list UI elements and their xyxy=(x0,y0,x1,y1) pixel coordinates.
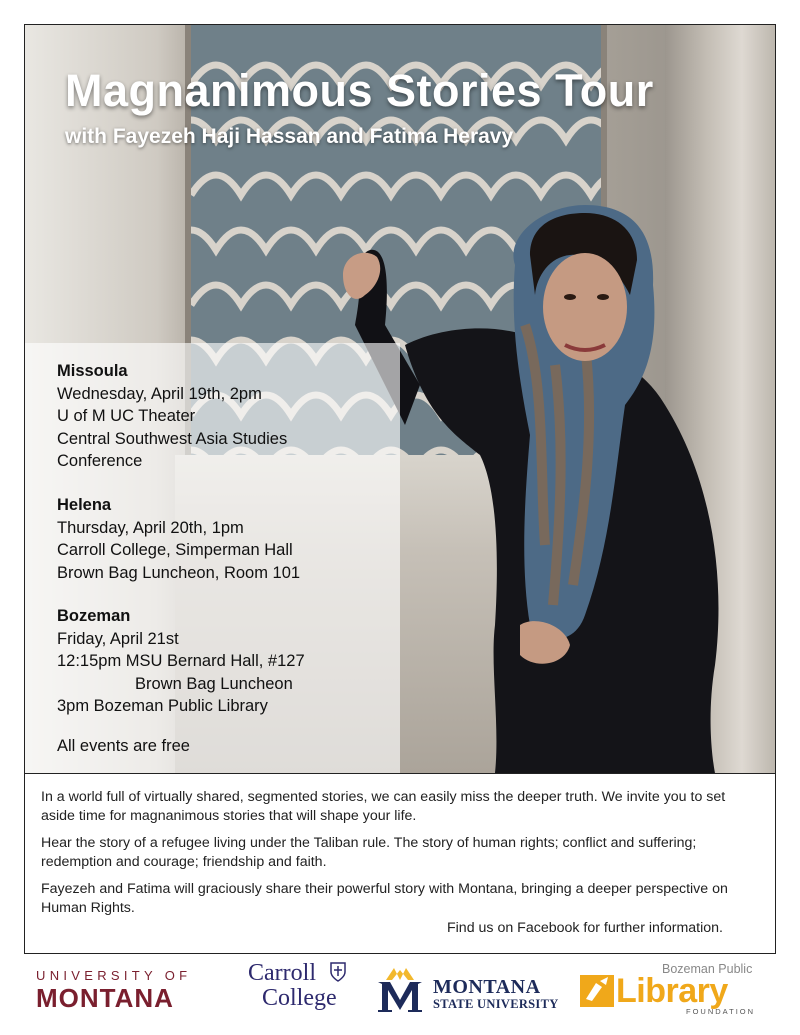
um-logo-top: UNIVERSITY OF xyxy=(36,968,192,983)
description-paragraph: In a world full of virtually shared, segmented stories, we can easily miss the deeper truth. We invite you to set aside time for magnanimous stories that will shape your life. xyxy=(41,789,726,824)
page-subtitle: with Fayezeh Haji Hassan and Fatima Heravy xyxy=(65,125,514,148)
event-line: 3pm Bozeman Public Library xyxy=(57,697,268,715)
carroll-crest-icon xyxy=(330,962,346,982)
carroll-logo-line1: Carroll xyxy=(248,960,316,986)
msu-logo-line1: MONTANA xyxy=(433,976,541,998)
event-line: Brown Bag Luncheon xyxy=(135,674,293,693)
msu-logo-line2: STATE UNIVERSITY xyxy=(433,997,559,1011)
event-line: Thursday, April 20th, 1pm xyxy=(57,518,244,537)
event-line: Carroll College, Simperman Hall xyxy=(57,541,293,559)
description-paragraph: Fayezeh and Fatima will graciously share their powerful story with Montana, bringing a deeper perspective on Human Rights. xyxy=(41,881,728,916)
event-missoula xyxy=(57,360,287,473)
um-logo-main: MONTANA xyxy=(36,983,174,1013)
event-city: Helena xyxy=(57,496,112,514)
event-line: 12:15pm MSU Bernard Hall, #127 xyxy=(57,652,305,670)
library-logo-bottom: FOUNDATION xyxy=(686,1007,756,1016)
library-logo-main: Library xyxy=(616,972,728,1010)
event-line: Friday, April 21st xyxy=(57,629,179,648)
hero-photo xyxy=(25,25,775,773)
free-note: All events are free xyxy=(57,737,190,755)
event-bozeman xyxy=(57,605,305,718)
event-line: Brown Bag Luncheon, Room 101 xyxy=(57,563,301,582)
event-city: Bozeman xyxy=(57,607,131,625)
event-line: Wednesday, April 19th, 2pm xyxy=(57,384,262,403)
events-panel xyxy=(25,343,400,773)
event-line: U of M UC Theater xyxy=(57,407,196,425)
page-title: Magnanimous Stories Tour xyxy=(65,65,654,116)
facebook-note: Find us on Facebook for further information. xyxy=(446,920,723,936)
event-helena xyxy=(57,494,300,584)
description-box xyxy=(25,773,775,954)
msu-m-icon xyxy=(374,966,426,1014)
description-paragraph: Hear the story of a refugee living under the Taliban rule. The story of human rights; conflict and suffering; redemption and courage; friendship and faith. xyxy=(41,835,697,870)
event-line: Central Southwest Asia Studies xyxy=(57,429,288,448)
event-city: Missoula xyxy=(57,362,128,380)
carroll-logo-line2: College xyxy=(262,985,337,1011)
poster xyxy=(24,24,776,954)
library-logo-top: Bozeman Public xyxy=(662,962,753,976)
event-line: Conference xyxy=(57,452,143,470)
library-book-icon xyxy=(580,975,614,1007)
